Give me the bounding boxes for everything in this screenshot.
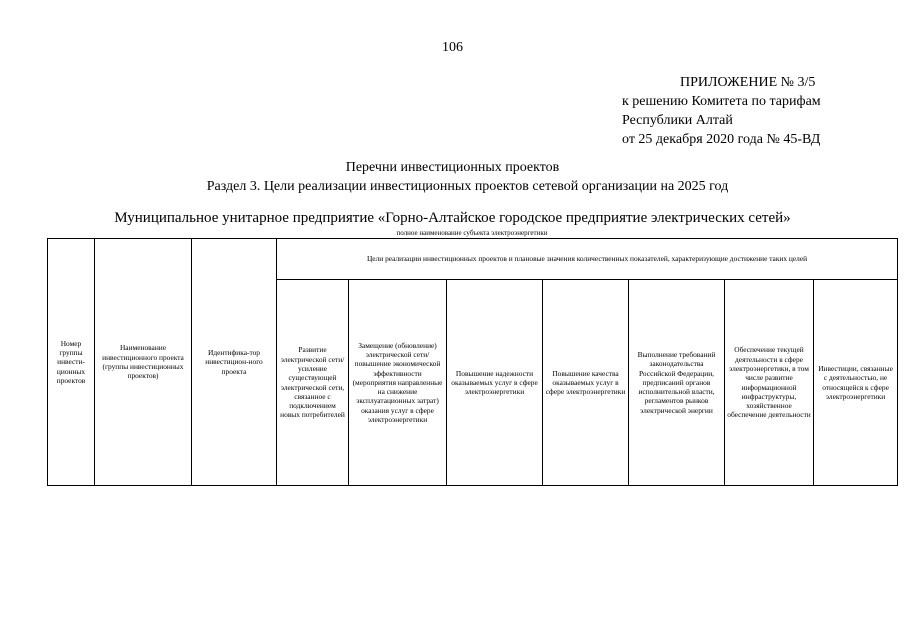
header-project-identifier: Идентифика-тор инвестицион-ного проекта <box>192 239 277 486</box>
document-titles <box>0 158 905 196</box>
investment-goals-table <box>47 238 898 486</box>
header-goal-current-activity: Обеспечение текущей деятельности в сфере электроэнергетики, в том числе развитие информационной инфраструктуры, хозяйственное обеспечение деятельности <box>725 280 814 486</box>
appendix-line-1: ПРИЛОЖЕНИЕ № 3/5 <box>680 75 816 90</box>
page-number: 106 <box>442 40 463 55</box>
header-goal-quality: Повышение качества оказываемых услуг в сфере электроэнергетики <box>543 280 629 486</box>
appendix-line-4: от 25 декабря 2020 года № 45-ВД <box>622 132 821 147</box>
appendix-block <box>622 73 821 149</box>
header-goal-reliability: Повышение надежности оказываемых услуг в сфере электроэнергетики <box>447 280 543 486</box>
organization-name: Муниципальное унитарное предприятие «Горно-Алтайское городское предприятие электрических сетей» <box>114 210 791 226</box>
table-header-row-1 <box>48 239 898 280</box>
header-goal-non-energy-investments: Инвестиции, связанные с деятельностью, не относящейся к сфере электроэнергетики <box>814 280 898 486</box>
document-subtitle: Раздел 3. Цели реализации инвестиционных проектов сетевой организации на 2025 год <box>206 179 729 194</box>
appendix-line-3: Республики Алтай <box>622 113 733 128</box>
header-goals-group: Цели реализации инвестиционных проектов и плановые значения количественных показателей, характеризующие достижение таких целей <box>277 239 898 280</box>
header-goal-legal-requirements: Выполнение требований законодательства Российской Федерации, предписаний органов исполнительной власти, регламентов рынков электрической энергии <box>629 280 725 486</box>
header-project-name: Наименование инвестиционного проекта (группы инвестиционных проектов) <box>95 239 192 486</box>
header-goal-network-replacement: Замещение (обновление) электрической сети/повышение экономической эффективности (мероприятия направленные на снижение эксплуатационных затрат) оказания услуг в сфере электроэнергетики <box>349 280 447 486</box>
header-group-number: Номер группы инвести-ционных проектов <box>48 239 95 486</box>
appendix-line-2: к решению Комитета по тарифам <box>622 94 821 109</box>
document-title: Перечни инвестиционных проектов <box>345 160 560 175</box>
header-goal-network-development: Развитие электрической сети/усиление существующей электрической сети, связанное с подключением новых потребителей <box>277 280 349 486</box>
organization-caption: полное наименование субъекта электроэнергетики <box>396 229 548 237</box>
